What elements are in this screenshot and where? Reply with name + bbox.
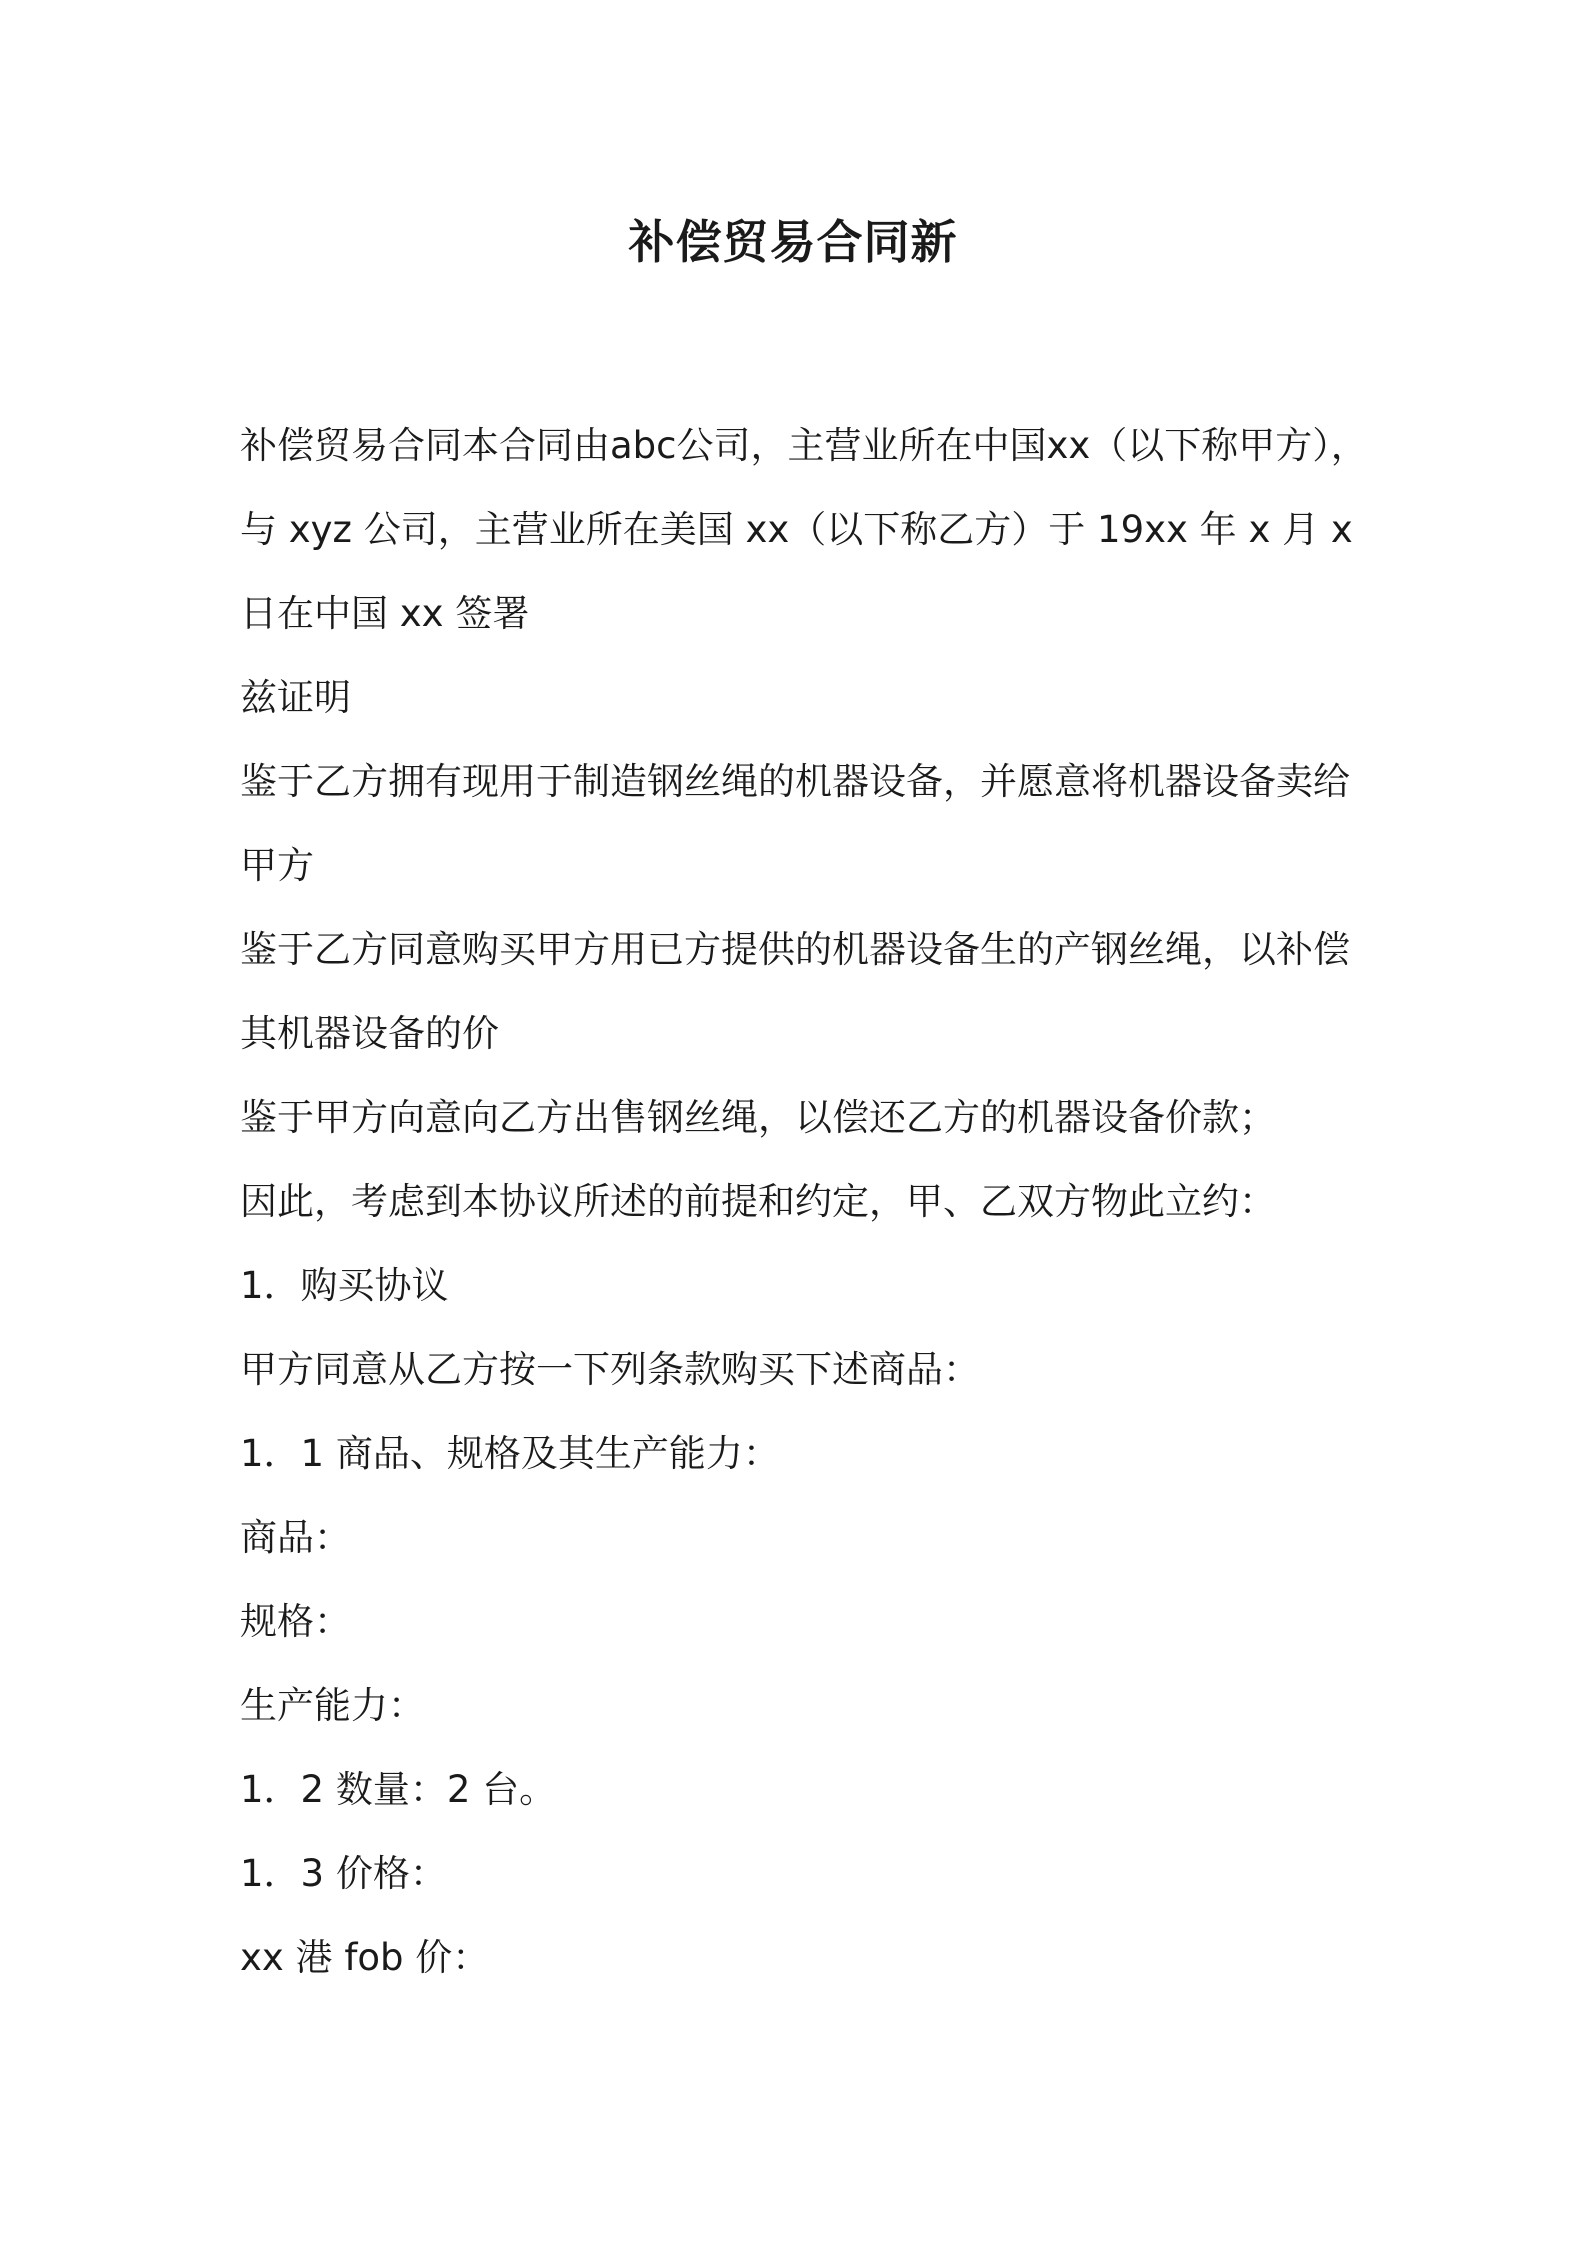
body-line: 甲方 xyxy=(240,844,314,887)
subsection-heading: 1．1 商品、规格及其生产能力： xyxy=(240,1432,780,1475)
field-label-specification: 规格： xyxy=(240,1600,351,1643)
body-line: 因此，考虑到本协议所述的前提和约定，甲、乙双方物此立约： xyxy=(240,1180,1276,1223)
body-line: 日在中国 xx 签署 xyxy=(240,592,530,635)
body-line: 补偿贸易合同本合同由abc公司，主营业所在中国xx（以下称甲方）， xyxy=(240,424,1368,467)
body-line: 甲方同意从乙方按一下列条款购买下述商品： xyxy=(240,1348,980,1391)
field-label-goods: 商品： xyxy=(240,1516,351,1559)
document-title: 补偿贸易合同新 xyxy=(628,215,958,269)
body-line: 鉴于乙方同意购买甲方用已方提供的机器设备生的产钢丝绳，以补偿 xyxy=(240,928,1350,971)
body-line: 与 xyz 公司，主营业所在美国 xx（以下称乙方）于 19xx 年 x 月 x xyxy=(240,508,1353,551)
body-line: 鉴于乙方拥有现用于制造钢丝绳的机器设备，并愿意将机器设备卖给 xyxy=(240,760,1350,803)
body-line: 兹证明 xyxy=(240,676,351,719)
document-body xyxy=(240,404,1368,2000)
subsection-price: 1．3 价格： xyxy=(240,1852,447,1895)
field-label-capacity: 生产能力： xyxy=(240,1684,425,1727)
field-label-fob-price: xx 港 fob 价： xyxy=(240,1936,490,1979)
body-line: 鉴于甲方向意向乙方出售钢丝绳，以偿还乙方的机器设备价款； xyxy=(240,1096,1276,1139)
body-line: 其机器设备的价 xyxy=(240,1012,499,1055)
section-heading: 1．购买协议 xyxy=(240,1264,449,1307)
subsection-quantity: 1．2 数量：2 台。 xyxy=(240,1768,557,1811)
